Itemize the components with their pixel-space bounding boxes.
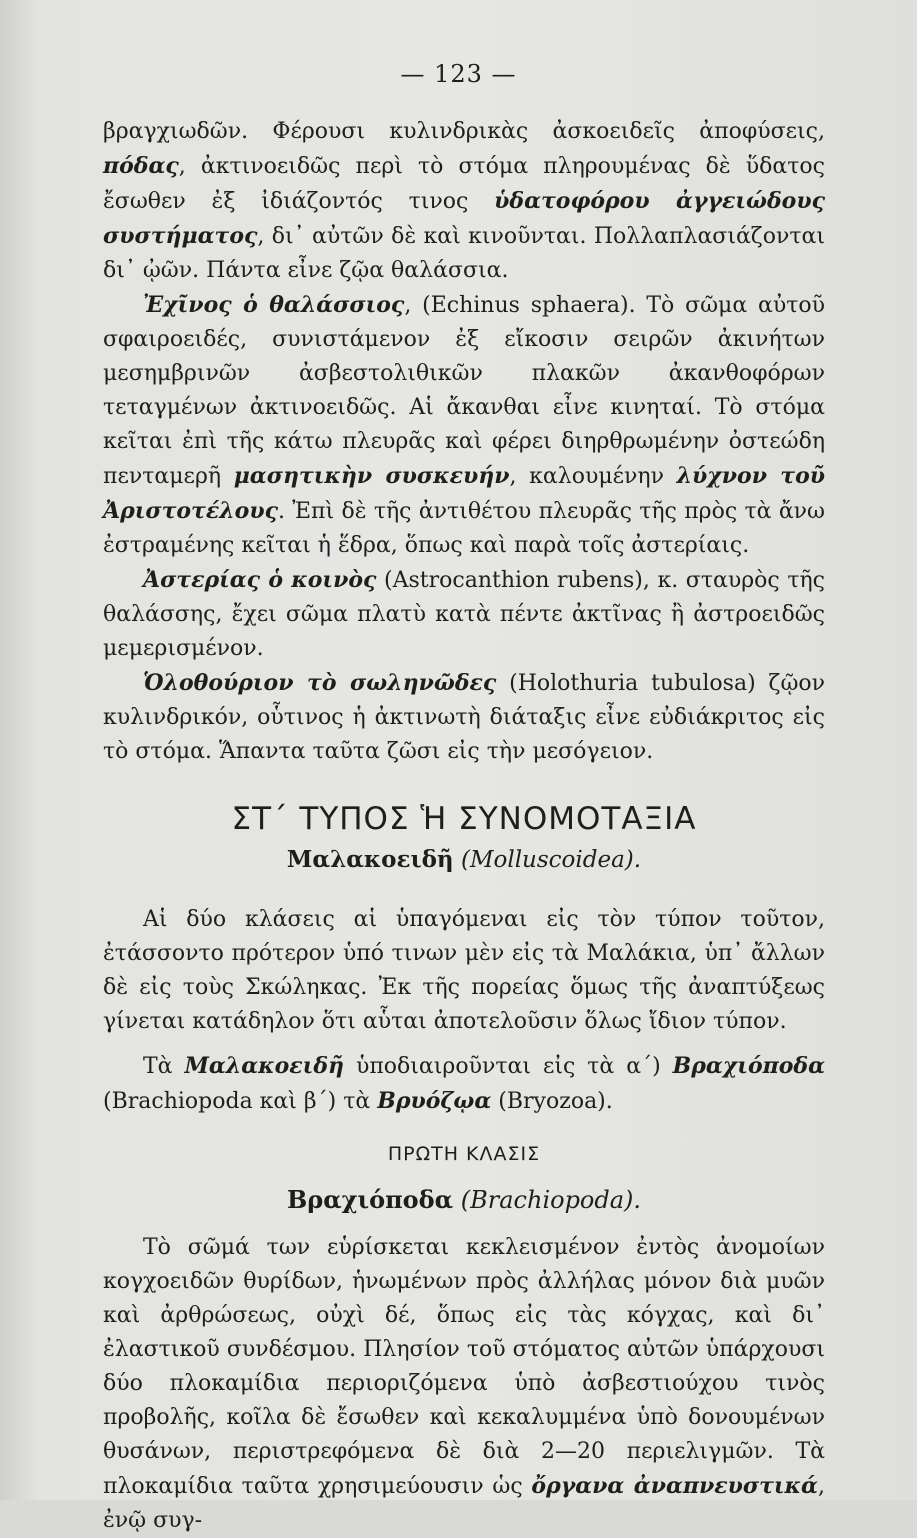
paragraph-classes: Αἱ δύο κλάσεις αἱ ὑπαγόμεναι εἰς τὸν τύπον τοῦτον, ἐτάσσοντο πρότερον ὑπό τινων μὲν εἰς τὰ Μαλάκια, ὑπ᾿ ἄλλων δὲ εἰς τοὺς Σκώληκας. Ἐκ τῆς πορείας ὅμως τῆς ἀναπτύξεως γίνεται κατάδηλον ὅτι αὗται ἀποτελοῦσιν ὅλως ἴδιον τύπον. — [103, 907, 825, 1034]
text-run: ὑποδιαιροῦνται εἰς τὰ α΄) — [344, 1054, 673, 1079]
term-water-vascular-system: ὑδατοφόρου ἀγγειώδους συστήματος — [103, 188, 825, 249]
text-run: . Ἐπὶ δὲ τῆς ἀντιθέτου πλευρᾶς τῆς πρὸς τὰ ἄνω ἐστραμένης κεῖται ἡ ἕδρα, ὅπως καὶ παρὰ τοῖς ἀστερίαις. — [103, 499, 825, 558]
class-subheading-greek: Βραχιόποδα — [286, 1185, 454, 1214]
term-bryozoa: Βρυόζῳα — [377, 1088, 492, 1114]
class-subheading — [103, 1183, 825, 1217]
subheading-greek: Μαλακοειδῆ — [286, 846, 454, 873]
text-run: Τὸ σῶμά των εὑρίσκεται κεκλεισμένον ἐντὸς ἀνομοίων κογχοειδῶν θυρίδων, ἡνωμένων πρὸς ἀλλήλας μόνον διὰ μυῶν καὶ ἀρθρώσεως, οὐχὶ δέ, ὅπως εἰς τὰς κόγχας, καὶ δι᾿ ἐλαστικοῦ συνδέσμου. Πλησίον τοῦ στόματος αὐτῶν ὑπάρχουσι δύο πλοκαμίδια περιοριζόμενα ὑπὸ ἀσβεστιούχου τινὸς προβολῆς, κοῖλα δὲ ἔσωθεν καὶ κεκαλυμμένα ὑπὸ δονουμένων θυσάνων, περιστρεφόμενα δὲ διὰ 2—20 περιελιγμῶν. Τὰ πλοκαμίδια ταῦτα χρησιμεύουσιν ὡς — [103, 1235, 825, 1499]
section-heading-type: ΣΤ΄ ΤΥΠΟΣ Ἡ ΣΥΝΟΜΟΤΑΞΙΑ — [231, 801, 697, 837]
section-subheading — [103, 843, 825, 877]
term-masticatory-apparatus: μασητικὴν συσκευήν — [233, 463, 510, 489]
term-molluscoidea: Μαλακοειδῆ — [184, 1053, 344, 1079]
text-run: (Astrocanthion rubens), κ. σταυρὸς τῆς θαλάσσης, ἔχει σῶμα πλατὺ κατὰ πέντε ἀκτῖνας ἢ ἀστροειδῶς μεμερισμένον. — [103, 568, 826, 661]
paragraph-echinus — [103, 288, 825, 563]
text-run: (Brachiopoda καὶ β΄) τὰ — [103, 1089, 378, 1114]
text-run: , καλουμένην — [509, 464, 677, 489]
subheading-latin: (Molluscoidea). — [460, 847, 642, 873]
text-run: , (Echinus sphaera). Τὸ σῶμα αὐτοῦ σφαιροειδές, συνιστάμενον ἐξ εἴκοσιν σειρῶν ἀκινήτων μεσημβρινῶν ἀσβεστολιθικῶν πλακῶν ἀκανθοφόρων τεταγμένων ἀκτινοειδῶς. Αἱ ἄκανθαι εἶνε κινηταί. Τὸ στόμα κεῖται ἐπὶ τῆς κάτω πλευρᾶς καὶ φέρει διηρθρωμένην ὀστεώδη πενταμερῆ — [103, 293, 825, 489]
term-echinus: Ἐχῖνος ὁ θαλάσσιος — [143, 292, 405, 318]
paragraph-subdivision — [103, 1049, 825, 1119]
page-number: — 123 — — [400, 60, 517, 88]
term-asterias: Ἀστερίας ὁ κοινὸς — [143, 567, 377, 593]
text-run: , δι᾿ αὐτῶν δὲ καὶ κινοῦνται. Πολλαπλασιάζονται δι᾿ ᾠῶν. Πάντα εἶνε ζῷα θαλάσσια. — [103, 224, 825, 283]
paragraph-echinoderms-intro — [103, 115, 825, 288]
text-run: , ἀκτινοειδῶς περὶ τὸ στόμα πληρουμένας δὲ ὕδατος ἔσωθεν ἐξ ἰδιάζοντός τινος — [103, 154, 825, 214]
term-podas: πόδας — [103, 153, 179, 179]
paragraph-asterias — [103, 563, 825, 666]
term-respiratory-organs: ὄργανα ἀναπνευστικά — [531, 1473, 818, 1499]
class-subheading-latin: (Brachiopoda). — [460, 1186, 642, 1214]
page-content — [103, 115, 825, 1538]
text-run: (Bryozoa). — [491, 1089, 613, 1114]
text-run: βραγχιωδῶν. Φέρουσι κυλινδρικὰς ἀσκοειδεῖς ἀποφύσεις, — [103, 119, 825, 144]
text-run: Τὰ — [143, 1054, 185, 1079]
term-holothuria: Ὁλοθούριον τὸ σωληνῶδες — [143, 670, 497, 696]
class-heading: ΠΡΩΤΗ ΚΛΑΣΙΣ — [387, 1143, 541, 1165]
paragraph-holothuria — [103, 666, 825, 769]
text-run: (Holothuria tubulosa) ζῷον κυλινδρικόν, οὗτινος ἡ ἀκτινωτὴ διάταξις εἶνε εὐδιάκριτος εἰς τὸ στόμα. Ἅπαντα ταῦτα ζῶσι εἰς τὴν μεσόγειον. — [103, 671, 825, 764]
term-aristotles-lantern: λύχνον τοῦ Ἀριστοτέλους — [103, 463, 826, 524]
term-brachiopoda: Βραχιόποδα — [672, 1053, 825, 1079]
text-run: , ἐνῷ συγ- — [103, 1474, 825, 1533]
paragraph-brachiopoda — [103, 1231, 825, 1538]
